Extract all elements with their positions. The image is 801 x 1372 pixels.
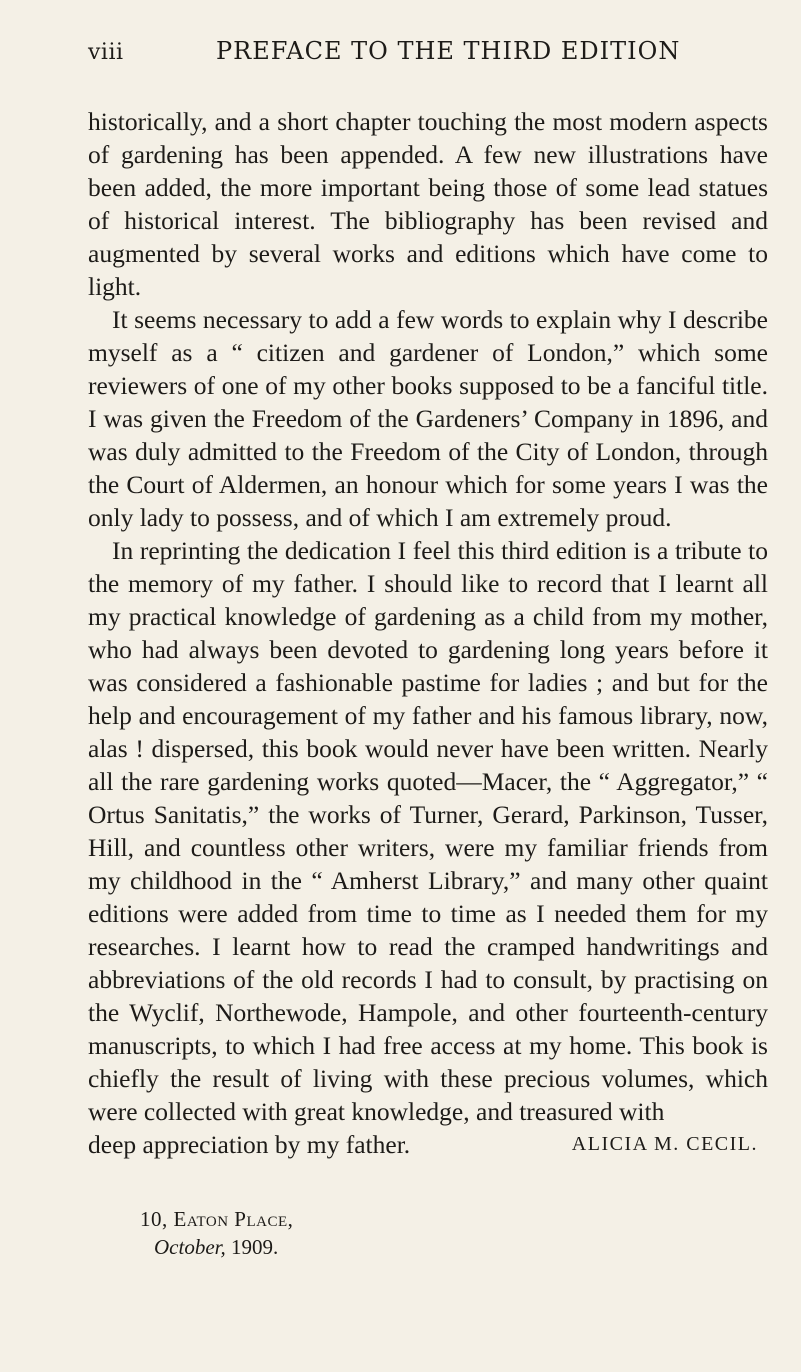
address-block bbox=[140, 1205, 293, 1261]
running-title: PREFACE TO THE THIRD EDITION bbox=[216, 37, 681, 65]
paragraph-1: historically, and a short chapter touching the most modern aspects of gardening has been appended. A few new illustrations have been added, the more important being those of some lead statues of historical interest. The bibliography has been revised and augmented by several works and editions which have come to light. bbox=[88, 107, 768, 301]
paragraph-2: It seems necessary to add a few words to explain why I describe myself as a “ citizen and gardener of London,” which some reviewers of one of my other books supposed to be a fanciful title. I was given the Freedom of the Gardeners’ Company in 1896, and was duly admitted to the Freedom of the City of London, through the Court of Aldermen, an honour which for some years I was the only lady to possess, and of which I am extremely proud. bbox=[88, 305, 768, 532]
preface-body bbox=[88, 105, 768, 1161]
address-year: 1909. bbox=[231, 1235, 279, 1259]
running-head bbox=[88, 36, 768, 68]
closing-text: deep appreciation by my father. bbox=[88, 1130, 411, 1159]
address-place: 10, Eaton Place, bbox=[140, 1207, 294, 1231]
paragraph-3: In reprinting the dedication I feel this third edition is a tribute to the memory of my father. I should like to record that I learnt all my practical knowledge of gardening as a child from my mother, who had always been devoted to gardening long years before it was considered a fashionable pastime for ladies ; and but for the help and encouragement of my father and his famous library, now, alas ! dispersed, this book would never have been written. Nearly all the rare gardening works quoted—Macer, the “ Aggregator,” “ Ortus Sanitatis,” the works of Turner, Gerard, Parkinson, Tusser, Hill, and countless other writers, were my familiar friends from my childhood in the “ Amherst Library,” and many other quaint editions were added from time to time as I needed them for my researches. I learnt how to read the cramped handwritings and abbreviations of the old records I had to consult, by practising on the Wyclif, Northewode, Hampole, and other fourteenth-century manuscripts, to which I had free access at my home. This book is chiefly the result of living with these precious volumes, which were collected with great knowledge, and treasured with bbox=[88, 536, 768, 1126]
author-signature: ALICIA M. CECIL. bbox=[571, 1133, 758, 1155]
address-month: October, bbox=[154, 1235, 226, 1259]
closing-line bbox=[88, 1128, 768, 1161]
page-number: viii bbox=[88, 40, 124, 65]
address-date bbox=[154, 1233, 293, 1261]
